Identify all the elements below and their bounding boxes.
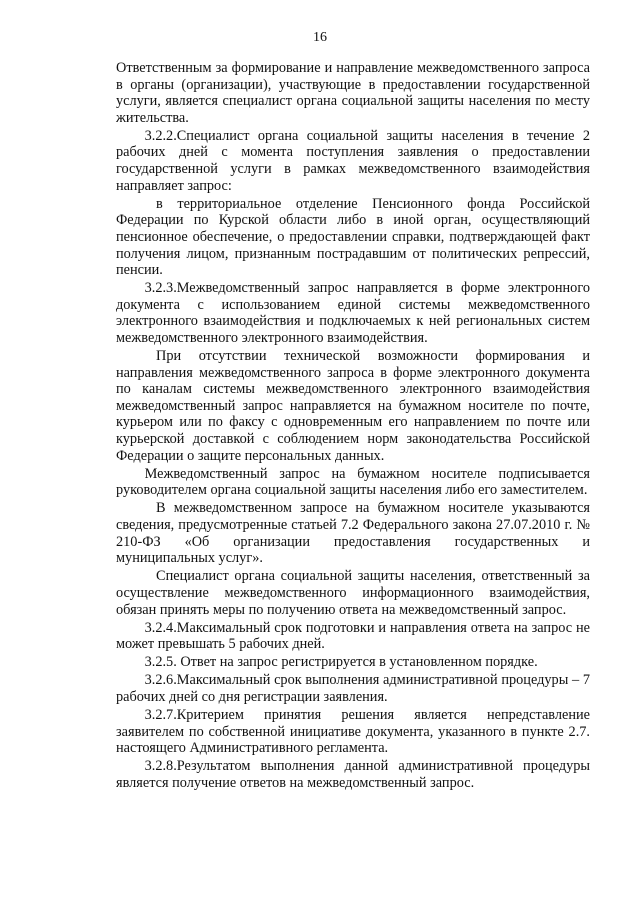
paragraph-3-2-8: 3.2.8.Результатом выполнения данной административной процедуры является получение ответов на межведомственный запрос. [116, 758, 590, 791]
paragraph-pension-fund: в территориальное отделение Пенсионного фонда Российской Федерации по Курской области либо в иной орган, осуществляющий пенсионное обеспечение, о предоставлении справки, подтверждающей факт получения лицом, признанным пострадавшим от политических репрессий, пенсии. [116, 195, 590, 279]
paragraph-3-2-6: 3.2.6.Максимальный срок выполнения административной процедуры – 7 рабочих дней со дня регистрации заявления. [116, 672, 590, 705]
paragraph-responsible: Ответственным за формирование и направление межведомственного запроса в органы (организации), участвующие в предоставлении государственной услуги, является специалист органа социальной защиты населения по месту жительства. [116, 60, 590, 126]
document-body [116, 60, 590, 793]
paragraph-3-2-2: 3.2.2.Специалист органа социальной защиты населения в течение 2 рабочих дней с момента поступления заявления о предоставлении государственной услуги в рамках межведомственного взаимодействия направляет запрос: [116, 127, 590, 194]
paragraph-3-2-4: 3.2.4.Максимальный срок подготовки и направления ответа на запрос не может превышать 5 рабочих дней. [116, 619, 590, 653]
paragraph-paper-request-signing: Межведомственный запрос на бумажном носителе подписывается руководителем органа социальной защиты населения либо его заместителем. [116, 465, 590, 499]
paragraph-paper-request-contents: В межведомственном запросе на бумажном носителе указываются сведения, предусмотренные статьей 7.2 Федерального закона 27.07.2010 г. № 210-ФЗ «Об организации предоставления государственных и муниципальных услуг». [116, 500, 590, 567]
paragraph-3-2-7: 3.2.7.Критерием принятия решения является непредставление заявителем по собственной инициативе документа, указанного в пункте 2.7. настоящего Административного регламента. [116, 707, 590, 757]
paragraph-specialist-obligation: Специалист органа социальной защиты населения, ответственный за осуществление межведомственного информационного взаимодействия, обязан принять меры по получению ответа на межведомственный запрос. [116, 568, 590, 618]
paragraph-3-2-3: 3.2.3.Межведомственный запрос направляется в форме электронного документа с использованием единой системы межведомственного электронного взаимодействия и подключаемых к ней региональных систем межведомственного электронного взаимодействия. [116, 280, 590, 346]
paragraph-3-2-5: 3.2.5. Ответ на запрос регистрируется в установленном порядке. [144, 654, 538, 671]
paragraph-no-technical-possibility: При отсутствии технической возможности формирования и направления межведомственного запроса в форме электронного документа по каналам системы межведомственного электронного взаимодействия межведомственный запрос направляется на бумажном носителе по почте, курьером или по факсу с одновременным его направлением по почте или курьерской доставкой с соблюдением норм законодательства Российской Федерации о защите персональных данных. [116, 348, 590, 464]
page-number: 16 [313, 30, 327, 45]
